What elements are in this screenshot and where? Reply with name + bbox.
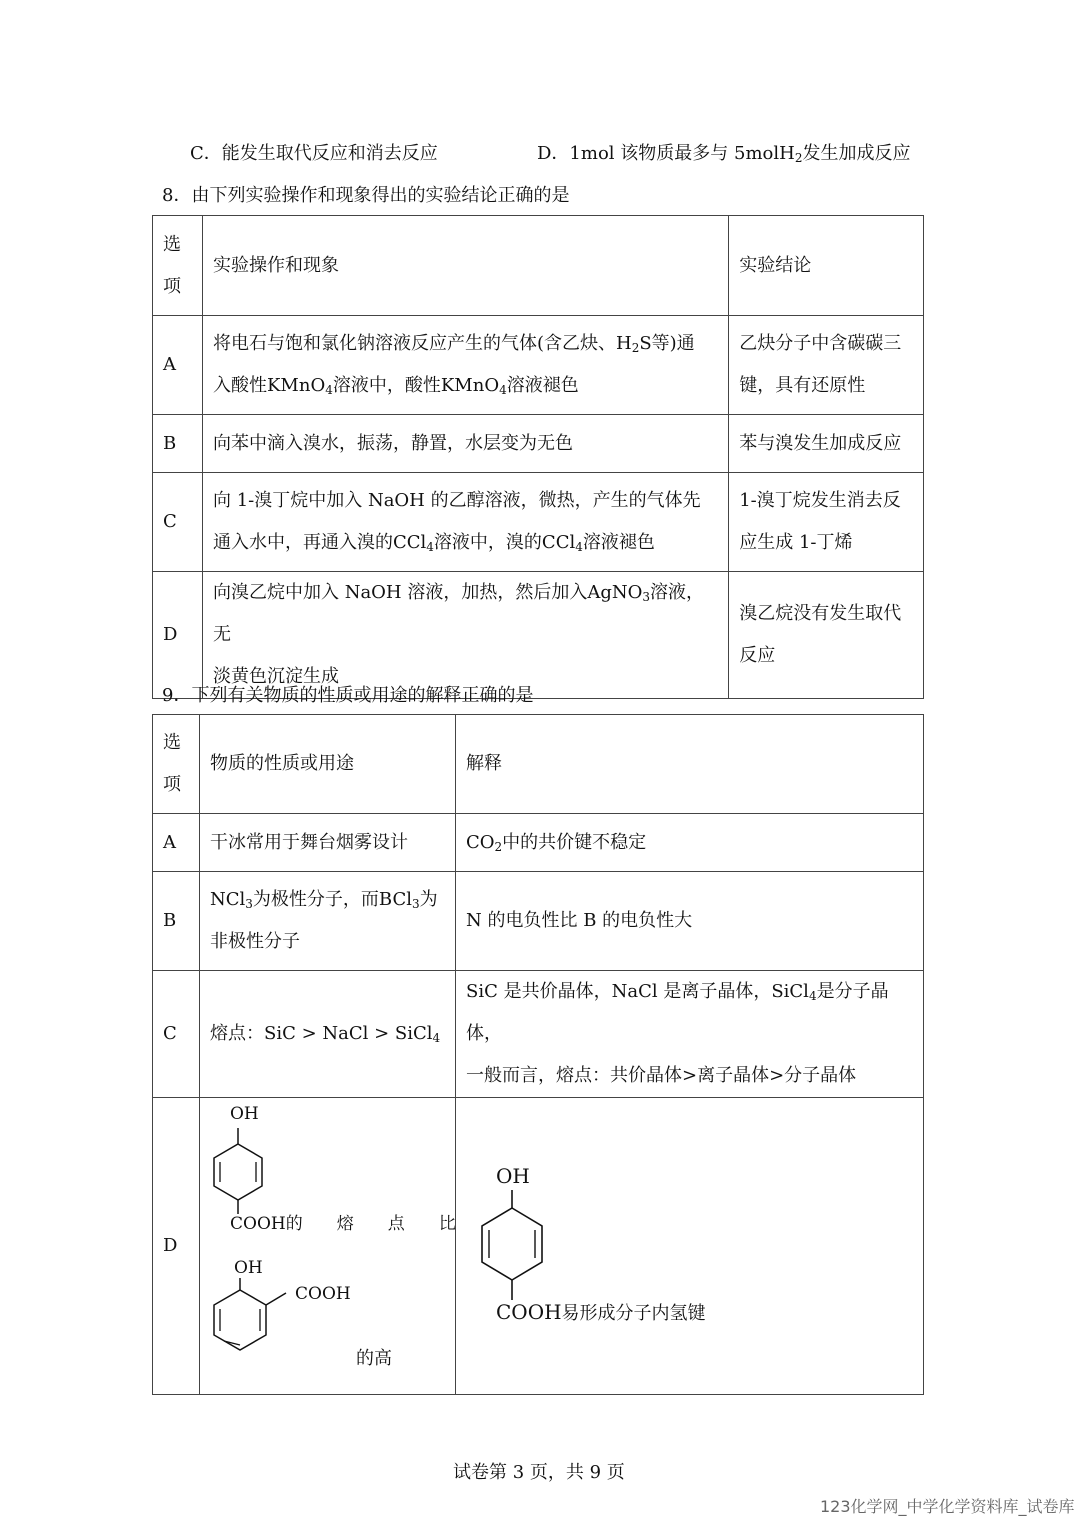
q8-header-option: 选项	[153, 216, 203, 316]
ortho-cooh-label: COOH	[295, 1284, 351, 1304]
oh-label: OH	[230, 1104, 259, 1124]
q9-row-c-property: 熔点：SiC > NaCl > SiCl$_4$	[200, 971, 456, 1098]
q9-header-explanation: 解释	[456, 715, 924, 814]
ortho-oh-label: OH	[234, 1258, 263, 1278]
q8-row-b-conclusion: 苯与溴发生加成反应	[729, 415, 924, 473]
ortho-hydroxybenzoic-acid-structure	[200, 1248, 360, 1368]
q9-row-b	[153, 872, 924, 971]
q9-stem: 9．下列有关物质的性质或用途的解释正确的是	[162, 685, 534, 706]
property-line-1: COOH的 熔 点 比	[230, 1214, 456, 1234]
q9-row-b-explanation: N 的电负性比 B 的电负性大	[456, 872, 924, 971]
q8-row-c-conclusion: 1-溴丁烷发生消去反 应生成 1-丁烯	[729, 473, 924, 572]
q9-table	[152, 714, 924, 1395]
q9-header-row	[153, 715, 924, 814]
q8-row-a	[153, 316, 924, 415]
q8-row-a-conclusion: 乙炔分子中含碳碳三 键，具有还原性	[729, 316, 924, 415]
q9-row-d	[153, 1098, 924, 1395]
exp-oh-label: OH	[496, 1164, 530, 1188]
q9-row-a-explanation: $CO_2$中的共价键不稳定	[456, 814, 924, 872]
q8-row-d-label: D	[153, 572, 203, 699]
q9-row-a-property: 干冰常用于舞台烟雾设计	[200, 814, 456, 872]
q9-header-option: 选项	[153, 715, 200, 814]
q8-row-c	[153, 473, 924, 572]
q8-row-d-operation: 向溴乙烷中加入 NaOH 溶液，加热，然后加入AgNO$_3$溶液，无 淡黄色沉淀生成	[202, 572, 728, 699]
q9-row-d-property	[200, 1098, 456, 1395]
q8-header-row	[153, 216, 924, 316]
q8-row-b	[153, 415, 924, 473]
q8-row-a-operation: 将电石与饱和氯化钠溶液反应产生的气体(含乙炔、$H_2S$等)通 入酸性KMnO$_4$溶液中，酸性KMnO$_4$溶液褪色	[202, 316, 728, 415]
q9-row-b-property: NCl$_3$为极性分子，而BCl$_3$为 非极性分子	[200, 872, 456, 971]
q9-row-c-label: C	[153, 971, 200, 1098]
q8-row-b-operation: 向苯中滴入溴水，振荡，静置，水层变为无色	[202, 415, 728, 473]
q7-option-d: D．1mol 该物质最多与 5molH$_2$发生加成反应	[537, 143, 911, 165]
q8-row-d	[153, 572, 924, 699]
explanation-line: COOH易形成分子内氢键	[496, 1300, 706, 1324]
q9-row-d-label: D	[153, 1098, 200, 1395]
q8-table	[152, 215, 924, 699]
q9-header-property: 物质的性质或用途	[200, 715, 456, 814]
q9-row-a	[153, 814, 924, 872]
q8-row-b-label: B	[153, 415, 203, 473]
q8-row-c-label: C	[153, 473, 203, 572]
q9-row-a-label: A	[153, 814, 200, 872]
page-footer: 试卷第 3 页，共 9 页	[453, 1462, 625, 1483]
q9-row-c-explanation: SiC 是共价晶体，NaCl 是离子晶体，SiCl$_4$是分子晶体， 一般而言，熔点：共价晶体>离子晶体>分子晶体	[456, 971, 924, 1098]
q8-header-conclusion: 实验结论	[729, 216, 924, 316]
q8-row-a-label: A	[153, 316, 203, 415]
q8-row-c-operation: 向 1-溴丁烷中加入 NaOH 的乙醇溶液，微热，产生的气体先 通入水中，再通入溴的CCl$_4$溶液中，溴的CCl$_4$溶液褪色	[202, 473, 728, 572]
q9-row-d-explanation	[456, 1098, 924, 1395]
q9-row-c	[153, 971, 924, 1098]
q8-stem: 8．由下列实验操作和现象得出的实验结论正确的是	[162, 185, 570, 206]
q7-option-c: C．能发生取代反应和消去反应	[190, 143, 438, 164]
q8-header-operation: 实验操作和现象	[202, 216, 728, 316]
q9-row-b-label: B	[153, 872, 200, 971]
property-line-end: 的高	[356, 1348, 392, 1369]
watermark: 123化学网_中学化学资料库_试卷库	[820, 1497, 1075, 1516]
q8-row-d-conclusion: 溴乙烷没有发生取代 反应	[729, 572, 924, 699]
